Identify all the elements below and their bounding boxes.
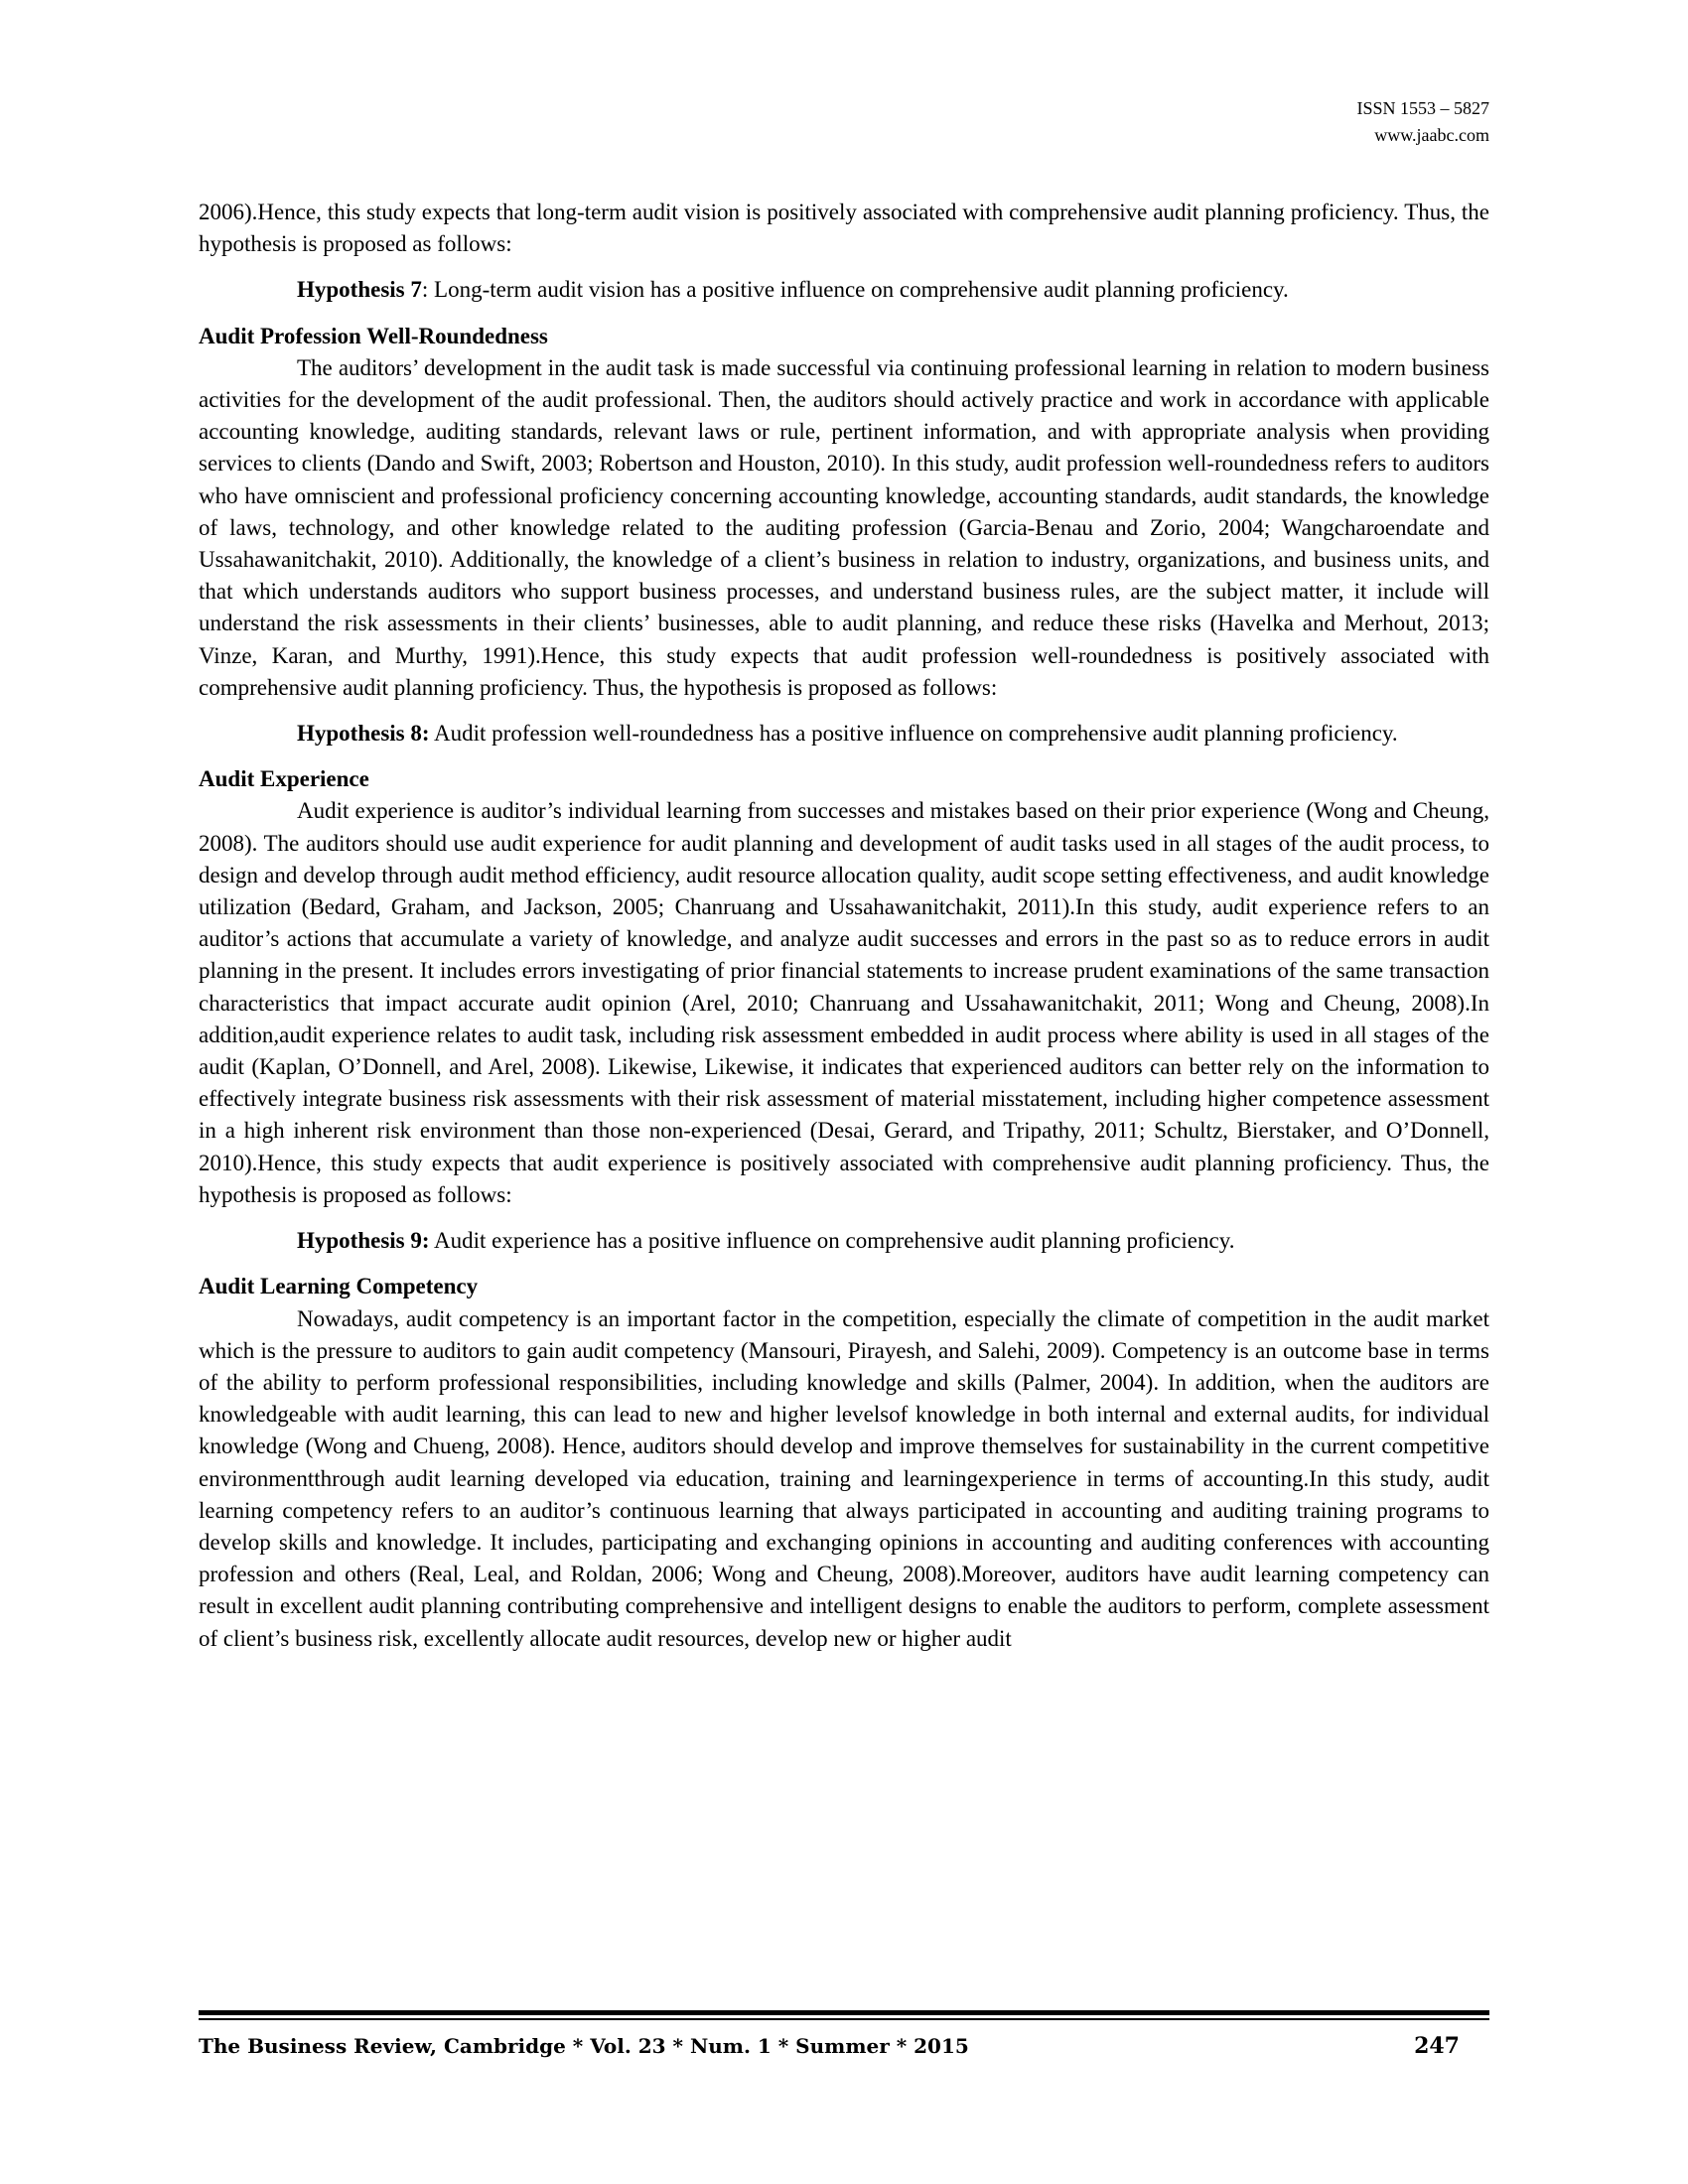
journal-website: www.jaabc.com: [1374, 125, 1489, 145]
page-number: 247: [1414, 2033, 1460, 2059]
section-heading-experience: Audit Experience: [199, 766, 369, 792]
hypothesis-7-label: Hypothesis 7: [297, 277, 422, 303]
hypothesis-7: [199, 274, 1489, 306]
hypothesis-9: [199, 1225, 1489, 1257]
footer-rule-thick: [199, 2010, 1489, 2015]
footer-rule-thin: [199, 2018, 1489, 2020]
hypothesis-8-label: Hypothesis 8:: [297, 721, 430, 747]
section-heading-learning: Audit Learning Competency: [199, 1274, 479, 1299]
issn-number: ISSN 1553 – 5827: [1356, 98, 1489, 118]
paragraph-experience: Audit experience is auditor’s individual learning from successes and mistakes based on their prior experience (Wong and Cheung, 2008). The auditors should use audit experience for audit planning and development of audit tasks used in all stages of the audit process, to design and develop through audit method efficiency, audit resource allocation quality, audit scope setting effectiveness, and audit knowledge utilization (Bedard, Graham, and Jackson, 2005; Chanruang and Ussahawanitchakit, 2011).In this study, audit experience refers to an auditor’s actions that accumulate a variety of knowledge, and analyze audit successes and errors in the past so as to reduce errors in audit planning in the present. It includes errors investigating of prior financial statements to increase prudent examinations of the same transaction characteristics that impact accurate audit opinion (Arel, 2010; Chanruang and Ussahawanitchakit, 2011; Wong and Cheung, 2008).In addition,audit experience relates to audit task, including risk assessment embedded in audit process where ability is used in all stages of the audit (Kaplan, O’Donnell, and Arel, 2008). Likewise, Likewise, it indicates that experienced auditors can better rely on the information to effectively integrate business risk assessments with their risk assessment of material misstatement, including higher competence assessment in a high inherent risk environment than those non-experienced (Desai, Gerard, and Tripathy, 2011; Schultz, Bierstaker, and O’Donnell, 2010).Hence, this study expects that audit experience is positively associated with comprehensive audit planning proficiency. Thus, the hypothesis is proposed as follows:: [199, 798, 1489, 1207]
hypothesis-8: [199, 718, 1489, 750]
footer-divider: [199, 2010, 1489, 2020]
journal-citation: The Business Review, Cambridge * Vol. 23 * Num. 1 * Summer * 2015: [199, 2034, 969, 2058]
paragraph-roundedness: The auditors’ development in the audit task is made successful via continuing professional learning in relation to modern business activities for the development of the audit professional. Then, the auditors should actively practice and work in accordance with applicable accounting knowledge, auditing standards, relevant laws or rule, pertinent information, and with appropriate analysis when providing services to clients (Dando and Swift, 2003; Robertson and Houston, 2010). In this study, audit profession well-roundedness refers to auditors who have omniscient and professional proficiency concerning accounting knowledge, accounting standards, audit standards, the knowledge of laws, technology, and other knowledge related to the auditing profession (Garcia-Benau and Zorio, 2004; Wangcharoendate and Ussahawanitchakit, 2010). Additionally, the knowledge of a client’s business in relation to industry, organizations, and business units, and that which understands auditors who support business processes, and understand business rules, are the subject matter, it include will understand the risk assessments in their clients’ businesses, able to audit planning, and reduce these risks (Havelka and Merhout, 2013; Vinze, Karan, and Murthy, 1991).Hence, this study expects that audit profession well-roundedness is positively associated with comprehensive audit planning proficiency. Thus, the hypothesis is proposed as follows:: [199, 354, 1489, 700]
paragraph-learning: Nowadays, audit competency is an important factor in the competition, especially the climate of competition in the audit market which is the pressure to auditors to gain audit competency (Mansouri, Pirayesh, and Salehi, 2009). Competency is an outcome base in terms of the ability to perform professional responsibilities, including knowledge and skills (Palmer, 2004). In addition, when the auditors are knowledgeable with audit learning, this can lead to new and higher levelsof knowledge in both internal and external audits, for individual knowledge (Wong and Chueng, 2008). Hence, auditors should develop and improve themselves for sustainability in the current competitive environmentthrough audit learning developed via education, training and learningexperience in terms of accounting.In this study, audit learning competency refers to an auditor’s continuous learning that always participated in accounting and auditing training programs to develop skills and knowledge. It includes, participating and exchanging opinions in accounting and auditing conferences with accounting profession and others (Real, Leal, and Roldan, 2006; Wong and Cheung, 2008).Moreover, auditors have audit learning competency can result in excellent audit planning contributing comprehensive and intelligent designs to enable the auditors to perform, complete assessment of client’s business risk, excellently allocate audit resources, develop new or higher audit: [199, 1305, 1489, 1651]
page-header: [1356, 95, 1489, 149]
hypothesis-7-text: : Long-term audit vision has a positive influence on comprehensive audit planning proficiency.: [421, 277, 1289, 303]
hypothesis-9-label: Hypothesis 9:: [297, 1228, 430, 1254]
section-heading-roundedness: Audit Profession Well-Roundedness: [199, 323, 548, 348]
article-body: [199, 197, 1489, 1655]
paragraph-intro: 2006).Hence, this study expects that long-term audit vision is positively associated with comprehensive audit planning proficiency. Thus, the hypothesis is proposed as follows:: [199, 200, 1489, 257]
hypothesis-9-text: Audit experience has a positive influence on comprehensive audit planning proficiency.: [429, 1228, 1235, 1254]
hypothesis-8-text: Audit profession well-roundedness has a positive influence on comprehensive audit planning proficiency.: [429, 721, 1398, 747]
